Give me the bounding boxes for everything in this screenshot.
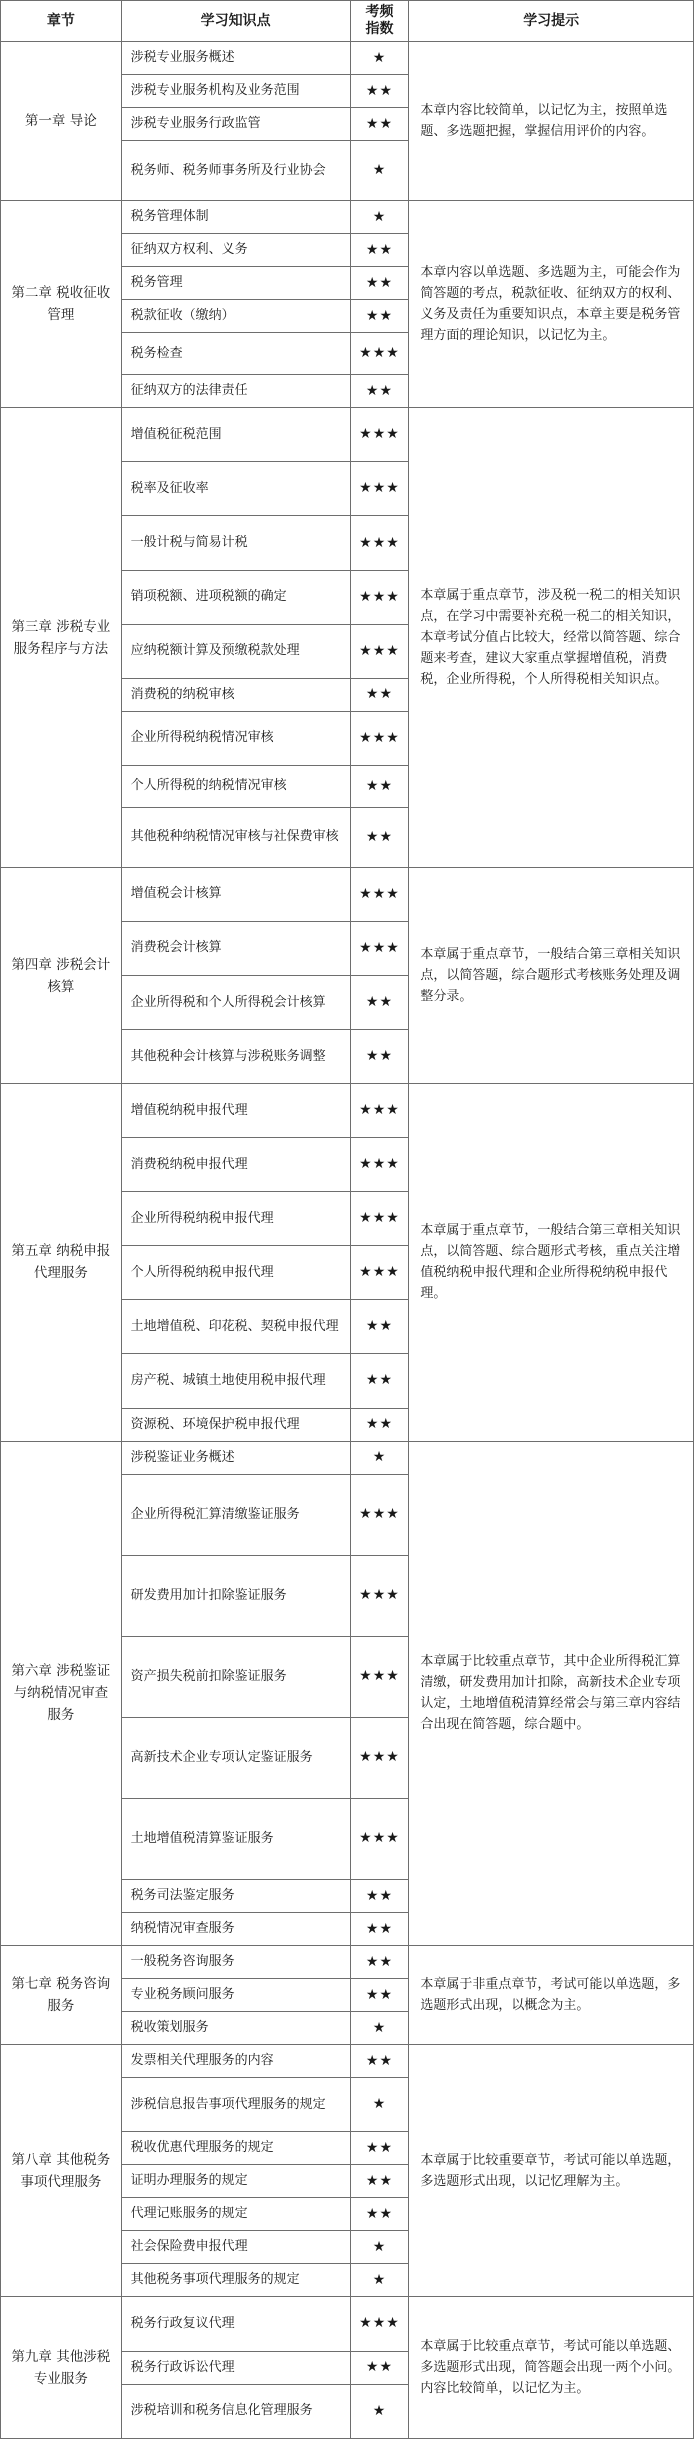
frequency-stars: ★★★ (350, 333, 409, 375)
frequency-stars: ★ (350, 2231, 409, 2264)
knowledge-point: 增值税会计核算 (121, 867, 350, 921)
frequency-stars: ★ (350, 42, 409, 75)
frequency-stars: ★★★ (350, 462, 409, 516)
knowledge-point: 企业所得税纳税情况审核 (121, 711, 350, 765)
frequency-stars: ★★ (350, 1408, 409, 1441)
frequency-stars: ★★★ (350, 1555, 409, 1636)
frequency-stars: ★★ (350, 300, 409, 333)
frequency-stars: ★ (350, 2078, 409, 2132)
frequency-stars: ★★ (350, 1913, 409, 1946)
frequency-stars: ★★★ (350, 1084, 409, 1138)
knowledge-point: 税收策划服务 (121, 2012, 350, 2045)
knowledge-point: 税率及征收率 (121, 462, 350, 516)
knowledge-point: 征纳双方的法律责任 (121, 375, 350, 408)
knowledge-point: 涉税培训和税务信息化管理服务 (121, 2384, 350, 2438)
knowledge-point: 销项税额、进项税额的确定 (121, 570, 350, 624)
header-frequency: 考频 指数 (350, 1, 409, 42)
frequency-stars: ★★★ (350, 867, 409, 921)
header-row (1, 1, 694, 42)
table-row (1, 2045, 694, 2078)
frequency-stars: ★★ (350, 1946, 409, 1979)
knowledge-point: 其他税种纳税情况审核与社保费审核 (121, 807, 350, 867)
knowledge-point: 企业所得税纳税申报代理 (121, 1192, 350, 1246)
knowledge-point: 其他税务事项代理服务的规定 (121, 2264, 350, 2297)
study-tip: 本章内容以单选题、多选题为主，可能会作为简答题的考点，税款征收、征纳双方的权利、义务及责任为重要知识点，本章主要是税务管理方面的理论知识，以记忆为主。 (409, 201, 694, 408)
knowledge-point: 个人所得税的纳税情况审核 (121, 765, 350, 807)
frequency-stars: ★★ (350, 807, 409, 867)
table-row (1, 408, 694, 462)
frequency-stars: ★★ (350, 75, 409, 108)
study-tip: 本章属于比较重点章节，考试可能以单选题、多选题形式出现，简答题会出现一两个小问。内容比较简单，以记忆为主。 (409, 2297, 694, 2439)
frequency-stars: ★★★ (350, 624, 409, 678)
frequency-stars: ★ (350, 1441, 409, 1474)
knowledge-point: 涉税专业服务机构及业务范围 (121, 75, 350, 108)
chapter-title: 第七章 税务咨询服务 (1, 1946, 122, 2045)
table-row (1, 1441, 694, 1474)
header-tip: 学习提示 (409, 1, 694, 42)
table-row (1, 201, 694, 234)
knowledge-point: 税务管理 (121, 267, 350, 300)
study-tip: 本章属于重点章节，一般结合第三章相关知识点，以简答题，综合题形式考核账务处理及调整分录。 (409, 867, 694, 1083)
study-tip: 本章属于比较重要章节，考试可能以单选题，多选题形式出现，以记忆理解为主。 (409, 2045, 694, 2297)
knowledge-point: 税收优惠代理服务的规定 (121, 2132, 350, 2165)
knowledge-point: 涉税信息报告事项代理服务的规定 (121, 2078, 350, 2132)
frequency-stars: ★★ (350, 375, 409, 408)
frequency-stars: ★★ (350, 1979, 409, 2012)
knowledge-point: 税务管理体制 (121, 201, 350, 234)
knowledge-point: 税款征收（缴纳） (121, 300, 350, 333)
chapter-title: 第五章 纳税申报代理服务 (1, 1084, 122, 1441)
knowledge-point: 一般计税与简易计税 (121, 516, 350, 570)
frequency-stars: ★★ (350, 2132, 409, 2165)
knowledge-point: 增值税纳税申报代理 (121, 1084, 350, 1138)
frequency-stars: ★★ (350, 2198, 409, 2231)
knowledge-point: 税务司法鉴定服务 (121, 1880, 350, 1913)
chapter-title: 第三章 涉税专业服务程序与方法 (1, 408, 122, 868)
frequency-stars: ★★ (350, 1030, 409, 1084)
knowledge-point: 资源税、环境保护税申报代理 (121, 1408, 350, 1441)
chapter-title: 第一章 导论 (1, 42, 122, 201)
table-row (1, 2297, 694, 2351)
frequency-stars: ★★★ (350, 711, 409, 765)
knowledge-point: 研发费用加计扣除鉴证服务 (121, 1555, 350, 1636)
knowledge-point: 其他税种会计核算与涉税账务调整 (121, 1030, 350, 1084)
frequency-stars: ★ (350, 2264, 409, 2297)
knowledge-point: 企业所得税汇算清缴鉴证服务 (121, 1474, 350, 1555)
knowledge-point: 代理记账服务的规定 (121, 2198, 350, 2231)
study-tip: 本章属于重点章节，一般结合第三章相关知识点，以简答题、综合题形式考核，重点关注增值税纳税申报代理和企业所得税纳税申报代理。 (409, 1084, 694, 1441)
knowledge-point: 一般税务咨询服务 (121, 1946, 350, 1979)
knowledge-point: 房产税、城镇土地使用税申报代理 (121, 1354, 350, 1408)
frequency-stars: ★★★ (350, 570, 409, 624)
frequency-stars: ★★★ (350, 1798, 409, 1879)
frequency-stars: ★★★ (350, 1192, 409, 1246)
knowledge-point: 高新技术企业专项认定鉴证服务 (121, 1717, 350, 1798)
chapter-title: 第八章 其他税务事项代理服务 (1, 2045, 122, 2297)
knowledge-point: 涉税专业服务概述 (121, 42, 350, 75)
study-tip: 本章属于比较重点章节，其中企业所得税汇算清缴，研发费用加计扣除，高新技术企业专项认定，土地增值税清算经常会与第三章内容结合出现在简答题，综合题中。 (409, 1441, 694, 1946)
knowledge-point: 社会保险费申报代理 (121, 2231, 350, 2264)
frequency-stars: ★ (350, 201, 409, 234)
knowledge-point: 税务行政诉讼代理 (121, 2351, 350, 2384)
table-row (1, 42, 694, 75)
chapter-title: 第四章 涉税会计核算 (1, 867, 122, 1083)
frequency-stars: ★★ (350, 976, 409, 1030)
study-tip: 本章属于非重点章节，考试可能以单选题，多选题形式出现，以概念为主。 (409, 1946, 694, 2045)
knowledge-point: 应纳税额计算及预缴税款处理 (121, 624, 350, 678)
knowledge-point: 税务检查 (121, 333, 350, 375)
frequency-stars: ★★★ (350, 921, 409, 975)
table-row (1, 1084, 694, 1138)
frequency-stars: ★★ (350, 1300, 409, 1354)
frequency-stars: ★★ (350, 108, 409, 141)
knowledge-point: 企业所得税和个人所得税会计核算 (121, 976, 350, 1030)
knowledge-point: 税务行政复议代理 (121, 2297, 350, 2351)
chapter-title: 第二章 税收征收管理 (1, 201, 122, 408)
table-body (1, 42, 694, 2439)
study-tip: 本章内容比较简单，以记忆为主，按照单选题、多选题把握，掌握信用评价的内容。 (409, 42, 694, 201)
knowledge-point: 涉税鉴证业务概述 (121, 1441, 350, 1474)
frequency-stars: ★★★ (350, 516, 409, 570)
header-chapter: 章节 (1, 1, 122, 42)
frequency-stars: ★★ (350, 1354, 409, 1408)
frequency-stars: ★★ (350, 2351, 409, 2384)
frequency-stars: ★ (350, 2384, 409, 2438)
frequency-stars: ★★ (350, 234, 409, 267)
knowledge-point: 消费税会计核算 (121, 921, 350, 975)
knowledge-point: 发票相关代理服务的内容 (121, 2045, 350, 2078)
knowledge-point: 消费税纳税申报代理 (121, 1138, 350, 1192)
frequency-stars: ★★ (350, 678, 409, 711)
knowledge-point: 增值税征税范围 (121, 408, 350, 462)
knowledge-point: 土地增值税、印花税、契税申报代理 (121, 1300, 350, 1354)
frequency-stars: ★★ (350, 765, 409, 807)
frequency-stars: ★★ (350, 2045, 409, 2078)
frequency-stars: ★★★ (350, 408, 409, 462)
header-point: 学习知识点 (121, 1, 350, 42)
table-row (1, 1946, 694, 1979)
study-tip: 本章属于重点章节，涉及税一税二的相关知识点，在学习中需要补充税一税二的相关知识，本章考试分值占比较大，经常以简答题、综合题来考查，建议大家重点掌握增值税，消费税，企业所得税，个人所得税相关知识点。 (409, 408, 694, 868)
frequency-stars: ★★★ (350, 2297, 409, 2351)
knowledge-point: 证明办理服务的规定 (121, 2165, 350, 2198)
frequency-stars: ★★ (350, 1880, 409, 1913)
knowledge-point: 征纳双方权利、义务 (121, 234, 350, 267)
frequency-stars: ★★★ (350, 1138, 409, 1192)
knowledge-point: 涉税专业服务行政监管 (121, 108, 350, 141)
knowledge-point: 税务师、税务师事务所及行业协会 (121, 141, 350, 201)
frequency-stars: ★★★ (350, 1474, 409, 1555)
frequency-stars: ★ (350, 2012, 409, 2045)
frequency-stars: ★★★ (350, 1717, 409, 1798)
chapter-title: 第六章 涉税鉴证与纳税情况审查服务 (1, 1441, 122, 1946)
knowledge-point: 专业税务顾问服务 (121, 1979, 350, 2012)
knowledge-point: 土地增值税清算鉴证服务 (121, 1798, 350, 1879)
frequency-stars: ★★ (350, 267, 409, 300)
knowledge-point: 纳税情况审查服务 (121, 1913, 350, 1946)
knowledge-point: 个人所得税纳税申报代理 (121, 1246, 350, 1300)
frequency-stars: ★★ (350, 2165, 409, 2198)
frequency-stars: ★★★ (350, 1636, 409, 1717)
knowledge-point: 资产损失税前扣除鉴证服务 (121, 1636, 350, 1717)
frequency-stars: ★★★ (350, 1246, 409, 1300)
frequency-stars: ★ (350, 141, 409, 201)
table-row (1, 867, 694, 921)
chapter-title: 第九章 其他涉税专业服务 (1, 2297, 122, 2439)
knowledge-point: 消费税的纳税审核 (121, 678, 350, 711)
